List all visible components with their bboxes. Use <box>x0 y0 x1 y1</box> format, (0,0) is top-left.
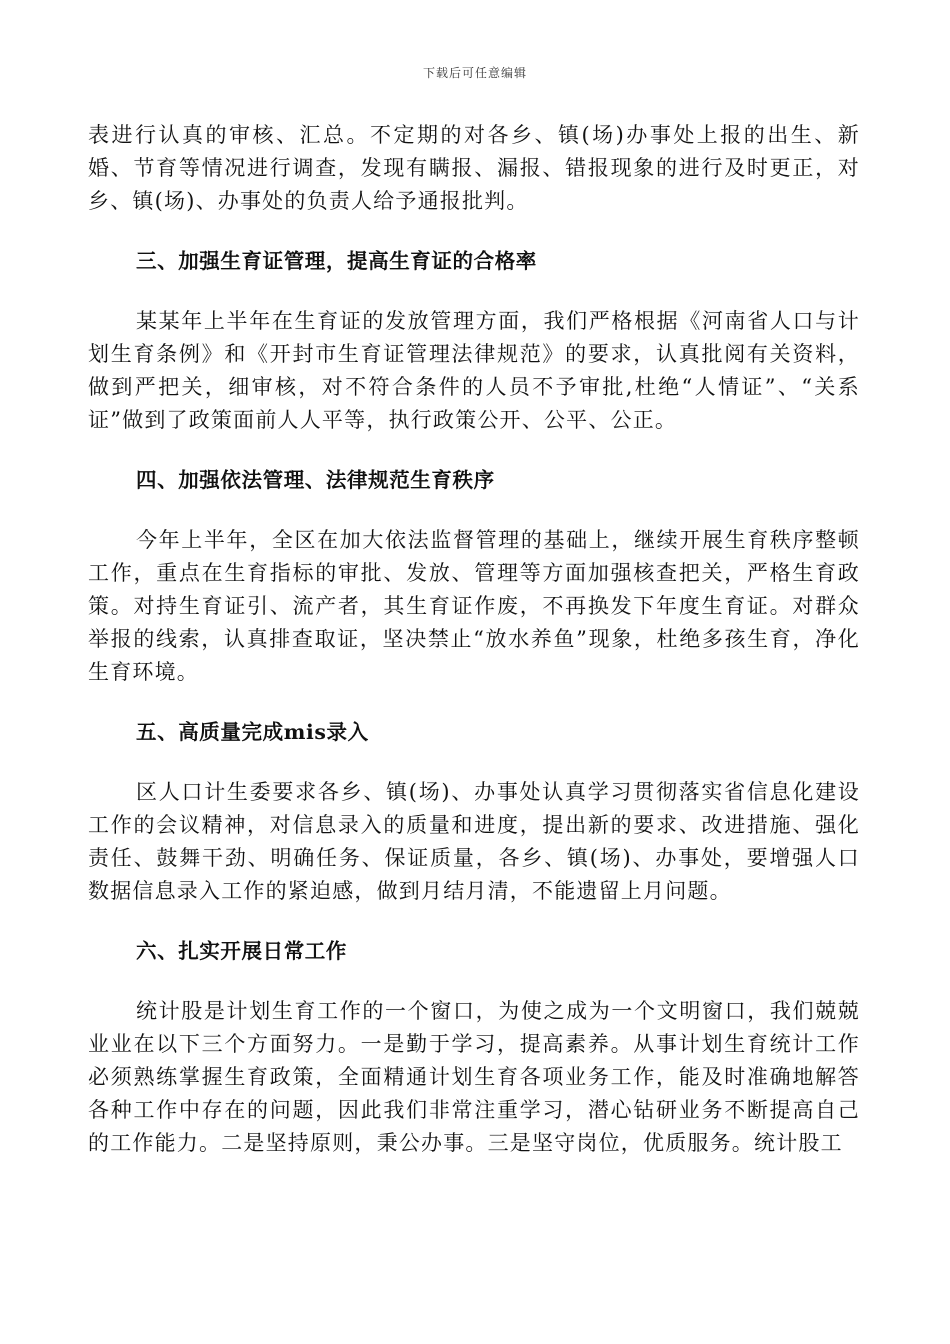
section-heading-3: 三、加强生育证管理，提高生育证的合格率 <box>136 249 537 273</box>
section-heading-5: 五、高质量完成mis录入 <box>136 720 369 744</box>
paragraph-continued: 表进行认真的审核、汇总。不定期的对各乡、镇(场)办事处上报的出生、新婚、节育等情况进行调查，发现有瞒报、漏报、错报现象的进行及时更正，对乡、镇(场)、办事处的负责人给予通报批判。 <box>88 123 860 213</box>
section-paragraph-6: 统计股是计划生育工作的一个窗口，为使之成为一个文明窗口，我们兢兢业业在以下三个方面努力。一是勤于学习，提高素养。从事计划生育统计工作必须熟练掌握生育政策，全面精通计划生育各项业务工作，能及时准确地解答各种工作中存在的问题，因此我们非常注重学习，潜心钻研业务不断提高自己的工作能力。二是坚持原则，秉公办事。三是坚守岗位，优质服务。统计股工 <box>88 999 860 1155</box>
section-heading-4: 四、加强依法管理、法律规范生育秩序 <box>136 468 495 492</box>
section-heading-6: 六、扎实开展日常工作 <box>136 939 347 963</box>
section-paragraph-4: 今年上半年，全区在加大依法监督管理的基础上，继续开展生育秩序整顿工作，重点在生育指标的审批、发放、管理等方面加强核查把关，严格生育政策。对持生育证引、流产者，其生育证作废，不再换发下年度生育证。对群众举报的线索，认真排查取证，坚决禁止“放水养鱼”现象，杜绝多孩生育，净化生育环境。 <box>88 528 860 684</box>
section-paragraph-5: 区人口计生委要求各乡、镇(场)、办事处认真学习贯彻落实省信息化建设工作的会议精神，对信息录入的质量和进度，提出新的要求、改进措施、强化责任、鼓舞干劲、明确任务、保证质量，各乡、镇(场)、办事处，要增强人口数据信息录入工作的紧迫感，做到月结月清，不能遗留上月问题。 <box>88 780 860 903</box>
document-body <box>88 119 860 1160</box>
section-paragraph-3: 某某年上半年在生育证的发放管理方面，我们严格根据《河南省人口与计划生育条例》和《开封市生育证管理法律规范》的要求，认真批阅有关资料，做到严把关，细审核，对不符合条件的人员不予审批,杜绝“人情证”、“关系证”做到了政策面前人人平等，执行政策公开、公平、公正。 <box>88 309 860 432</box>
page-header: 下载后可任意编辑 <box>422 66 527 80</box>
